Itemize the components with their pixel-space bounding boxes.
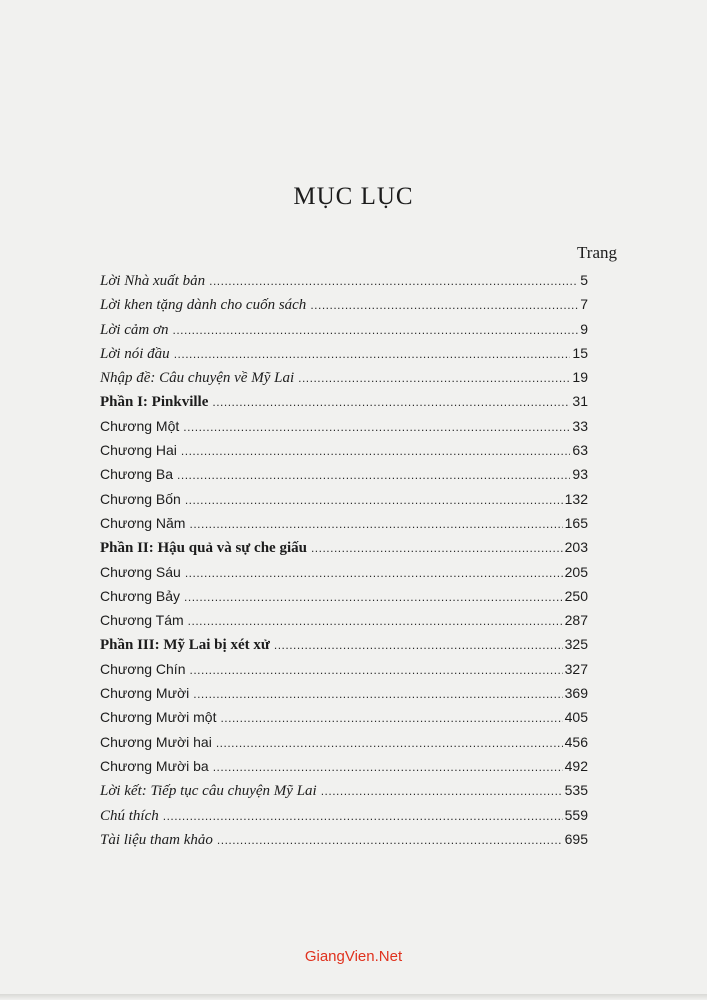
toc-entry-label: Lời khen tặng dành cho cuốn sách [100, 297, 307, 314]
dot-leader [173, 318, 579, 342]
page-column-label: Trang [577, 243, 617, 262]
page-edge [0, 994, 707, 1000]
toc-entry-label: Nhập đề: Câu chuyện về Mỹ Lai [100, 370, 295, 387]
toc-entry-page-number: 203 [564, 539, 588, 556]
toc-entry [100, 778, 588, 802]
toc-entry [100, 268, 588, 292]
toc-entry-page-number: 559 [564, 806, 588, 823]
toc-entry [100, 317, 588, 341]
toc-entry-page-number: 535 [564, 782, 588, 799]
toc-entry-label: Chương Mười [100, 685, 190, 702]
toc-entry-label: Chương Hai [100, 442, 177, 459]
toc-entry-label: Chương Một [100, 417, 180, 434]
toc-entry-page-number: 695 [564, 830, 588, 847]
toc-entry-page-number: 456 [564, 733, 588, 750]
toc-entry-label: Chương Ba [100, 466, 174, 483]
toc-entry [100, 681, 588, 705]
toc-entry [100, 657, 588, 681]
dot-leader [209, 269, 578, 293]
toc-entry [100, 511, 588, 535]
toc-entry [100, 827, 588, 851]
toc-entry [100, 535, 588, 559]
toc-entry [100, 462, 588, 486]
toc-entry-label: Chương Bốn [100, 490, 181, 507]
table-of-contents [100, 268, 588, 851]
watermark-text: GiangVien.Net [304, 948, 403, 965]
toc-entry-label: Phần II: Hậu quả và sự che giấu [100, 540, 307, 557]
toc-entry-label: Chú thích [100, 807, 159, 824]
toc-entry-page-number: 5 [580, 272, 588, 288]
toc-entry-label: Lời kết: Tiếp tục câu chuyện Mỹ Lai [100, 783, 317, 800]
toc-entry-label: Chương Tám [100, 612, 184, 629]
dot-leader [311, 536, 563, 560]
dot-leader [163, 804, 563, 828]
toc-entry [100, 705, 588, 729]
dot-leader [216, 731, 563, 755]
toc-entry-page-number: 369 [564, 685, 588, 702]
toc-entry-label: Phần III: Mỹ Lai bị xét xử [100, 637, 270, 654]
toc-entry [100, 608, 588, 632]
toc-entry [100, 730, 588, 754]
dot-leader [183, 415, 570, 439]
dot-leader [181, 439, 571, 463]
toc-entry-page-number: 287 [564, 612, 588, 629]
toc-entry-page-number: 325 [564, 636, 588, 653]
toc-entry-label: Chương Sáu [100, 563, 181, 580]
toc-entry-label: Lời nói đầu [100, 345, 170, 362]
toc-entry-page-number: 132 [564, 490, 588, 507]
toc-entry [100, 341, 588, 365]
toc-entry [100, 754, 588, 778]
dot-leader [185, 561, 563, 585]
dot-leader [217, 828, 563, 852]
toc-entry-page-number: 63 [572, 442, 588, 459]
toc-entry [100, 414, 588, 438]
toc-entry [100, 389, 588, 413]
dot-leader [298, 366, 570, 390]
toc-entry-label: Chương Mười một [100, 709, 217, 726]
toc-entry-page-number: 7 [580, 296, 588, 313]
toc-entry-label: Chương Mười ba [100, 757, 209, 774]
dot-leader [177, 463, 570, 487]
page-title: MỤC LỤC [293, 182, 414, 210]
toc-entry-page-number: 33 [572, 417, 588, 434]
toc-entry-label: Tài liệu tham khảo [100, 831, 213, 848]
dot-leader [220, 706, 562, 730]
toc-entry-page-number: 327 [564, 660, 588, 677]
dot-leader [189, 512, 562, 536]
dot-leader [174, 342, 571, 366]
toc-entry-page-number: 9 [580, 320, 588, 337]
toc-entry-page-number: 15 [572, 344, 588, 361]
dot-leader [212, 390, 570, 414]
dot-leader [193, 682, 562, 706]
toc-entry-page-number: 19 [572, 369, 588, 386]
toc-entry-page-number: 165 [564, 514, 588, 531]
dot-leader [321, 779, 563, 803]
toc-entry-page-number: 31 [572, 393, 588, 410]
toc-entry-label: Chương Năm [100, 514, 186, 531]
toc-entry-page-number: 405 [564, 709, 588, 726]
toc-entry-label: Phần I: Pinkville [100, 394, 209, 411]
toc-entry [100, 584, 588, 608]
toc-entry-label: Chương Bảy [100, 587, 181, 604]
toc-entry [100, 560, 588, 584]
toc-entry [100, 438, 588, 462]
dot-leader [184, 585, 563, 609]
dot-leader [310, 293, 578, 317]
toc-entry-label: Chương Mười hai [100, 733, 212, 750]
toc-entry-page-number: 492 [564, 757, 588, 774]
dot-leader [188, 609, 563, 633]
toc-entry-page-number: 93 [572, 466, 588, 483]
toc-entry-page-number: 205 [564, 563, 588, 580]
toc-entry-label: Lời Nhà xuất bản [100, 273, 206, 289]
toc-entry [100, 487, 588, 511]
dot-leader [185, 488, 563, 512]
dot-leader [189, 658, 562, 682]
toc-entry-label: Lời cảm ơn [100, 321, 169, 338]
toc-entry [100, 365, 588, 389]
toc-entry-page-number: 250 [564, 587, 588, 604]
dot-leader [274, 633, 563, 657]
toc-entry [100, 292, 588, 316]
toc-entry [100, 632, 588, 656]
toc-entry-label: Chương Chín [100, 660, 186, 677]
dot-leader [213, 755, 563, 779]
toc-entry [100, 803, 588, 827]
